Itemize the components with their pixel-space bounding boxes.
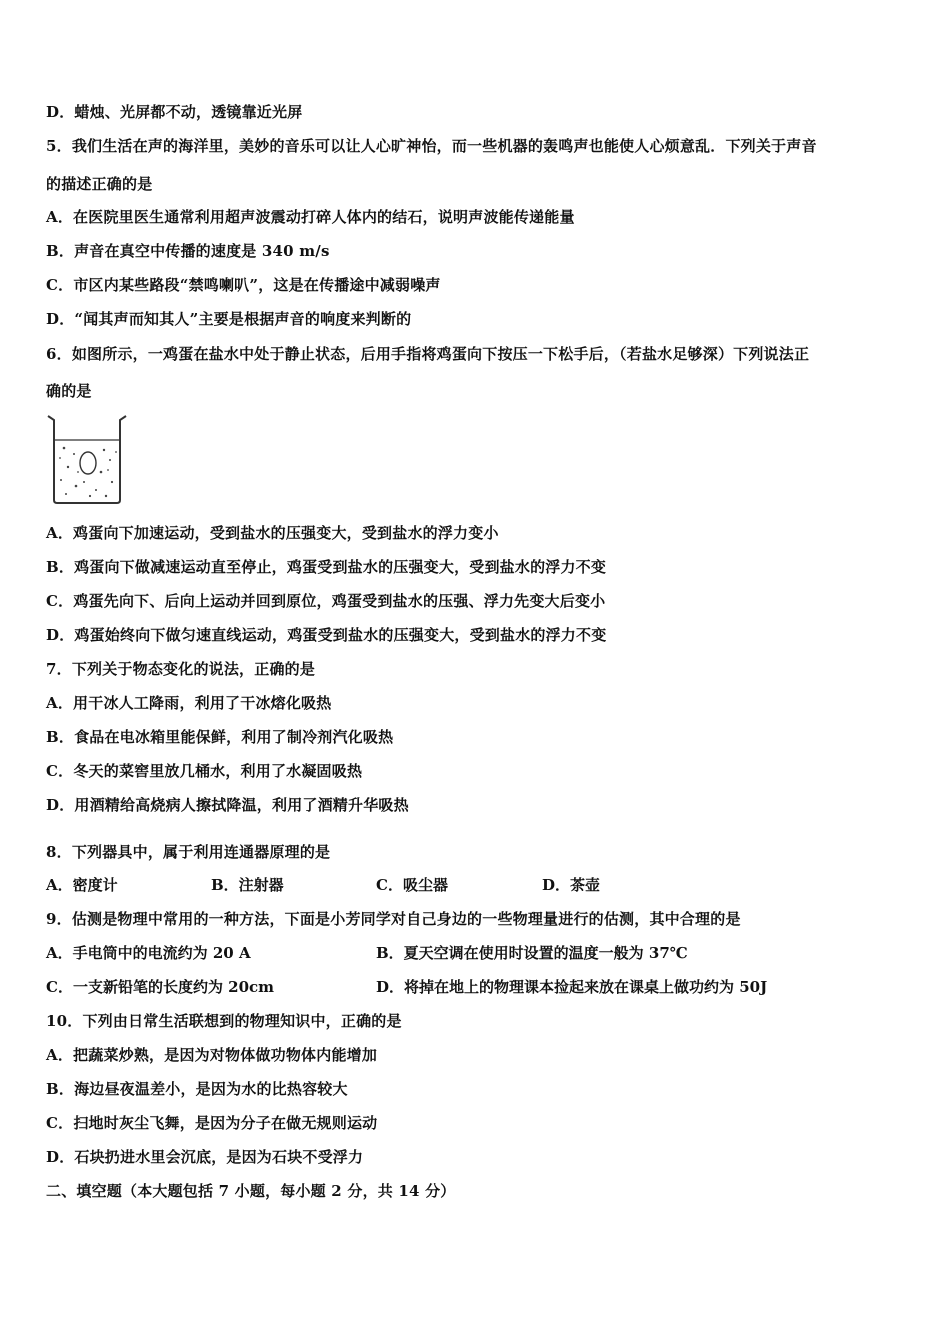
q8-option-c: C．吸尘器 [376, 876, 448, 894]
salt-particles [59, 447, 117, 498]
q10-option-d: D．石块扔进水里会沉底，是因为石块不受浮力 [46, 1148, 364, 1166]
q5-stem-line1: 5．我们生活在声的海洋里，美妙的音乐可以让人心旷神怡，而一些机器的轰鸣声也能使人心烦意乱．下列关于声音 [46, 137, 817, 155]
section-2-heading: 二、填空题（本大题包括 7 小题，每小题 2 分，共 14 分） [46, 1182, 456, 1200]
q5-option-c: C．市区内某些路段“禁鸣喇叭”，这是在传播途中减弱噪声 [46, 276, 441, 294]
q6-stem-line2: 确的是 [46, 382, 92, 400]
q10-option-a: A．把蔬菜炒熟，是因为对物体做功物体内能增加 [46, 1046, 378, 1064]
q8-option-d: D．茶壶 [542, 876, 601, 894]
q4-option-d: D．蜡烛、光屏都不动，透镜靠近光屏 [46, 103, 303, 121]
q10-option-b: B．海边昼夜温差小，是因为水的比热容较大 [46, 1080, 348, 1098]
q7-option-d: D．用酒精给高烧病人擦拭降温，利用了酒精升华吸热 [46, 796, 409, 814]
q7-option-b: B．食品在电冰箱里能保鲜，利用了制冷剂汽化吸热 [46, 728, 394, 746]
q10-option-c: C．扫地时灰尘飞舞，是因为分子在做无规则运动 [46, 1114, 378, 1132]
q6-option-c: C．鸡蛋先向下、后向上运动并回到原位，鸡蛋受到盐水的压强、浮力先变大后变小 [46, 592, 606, 610]
q5-option-b: B．声音在真空中传播的速度是 340 m/s [46, 242, 330, 260]
q5-stem-line2: 的描述正确的是 [46, 175, 153, 193]
q6-option-b: B．鸡蛋向下做减速运动直至停止，鸡蛋受到盐水的压强变大，受到盐水的浮力不变 [46, 558, 607, 576]
q9-option-c: C．一支新铅笔的长度约为 20cm [46, 978, 275, 996]
q8-option-a: A．密度计 [46, 876, 118, 894]
q9-option-d: D．将掉在地上的物理课本捡起来放在课桌上做功约为 50J [376, 978, 768, 996]
q5-option-d: D．“闻其声而知其人”主要是根据声音的响度来判断的 [46, 310, 412, 328]
q9-option-a: A．手电筒中的电流约为 20 A [46, 944, 251, 962]
q6-stem-line1: 6．如图所示，一鸡蛋在盐水中处于静止状态，后用手指将鸡蛋向下按压一下松手后，（若盐水足够深）下列说法正 [46, 345, 810, 363]
beaker-outline [48, 416, 126, 503]
egg [80, 452, 96, 474]
q8-stem: 8．下列器具中，属于利用连通器原理的是 [46, 843, 331, 861]
q10-stem: 10．下列由日常生活联想到的物理知识中，正确的是 [46, 1012, 402, 1030]
q7-option-c: C．冬天的菜窖里放几桶水，利用了水凝固吸热 [46, 762, 363, 780]
q8-option-b: B．注射器 [211, 876, 284, 894]
q6-option-a: A．鸡蛋向下加速运动，受到盐水的压强变大，受到盐水的浮力变小 [46, 524, 499, 542]
q9-option-b: B．夏天空调在使用时设置的温度一般为 37℃ [376, 944, 688, 962]
q5-option-a: A．在医院里医生通常利用超声波震动打碎人体内的结石，说明声波能传递能量 [46, 208, 575, 226]
q6-option-d: D．鸡蛋始终向下做匀速直线运动，鸡蛋受到盐水的压强变大，受到盐水的浮力不变 [46, 626, 607, 644]
q7-option-a: A．用干冰人工降雨，利用了干冰熔化吸热 [46, 694, 332, 712]
q7-stem: 7．下列关于物态变化的说法，正确的是 [46, 660, 316, 678]
beaker-egg-figure [46, 412, 128, 506]
q9-stem: 9．估测是物理中常用的一种方法，下面是小芳同学对自己身边的一些物理量进行的估测，其中合理的是 [46, 910, 741, 928]
